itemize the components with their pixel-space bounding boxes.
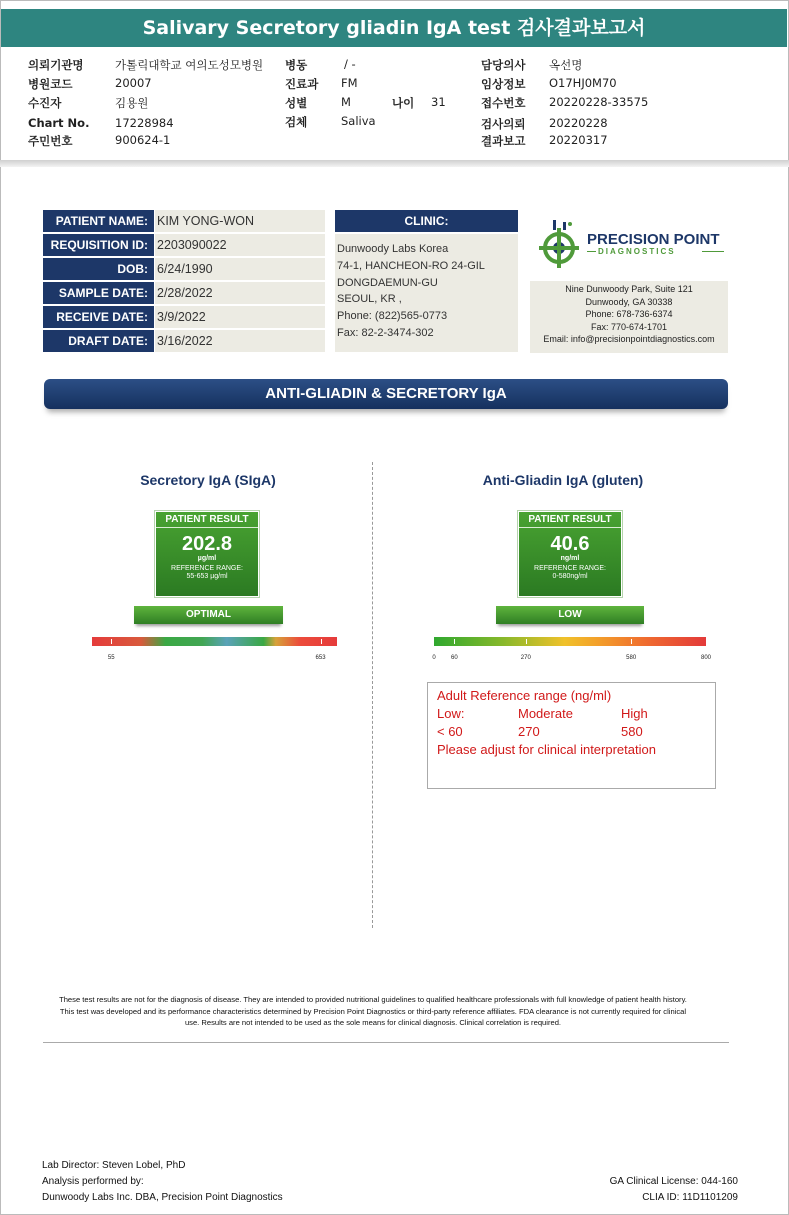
gliadin-result-head: PATIENT RESULT [519, 512, 621, 528]
logo-rule-left [587, 251, 596, 252]
company-name: Dunwoody Labs Inc. DBA, Precision Point Diagnostics [42, 1192, 283, 1203]
receipt-value: 20220228-33575 [549, 95, 649, 109]
specimen-label: 검체 [285, 115, 308, 129]
requisition-value: 2203090022 [155, 234, 325, 256]
ref-title: Adult Reference range (ng/ml) [437, 688, 612, 703]
ward-label: 병동 [285, 58, 308, 72]
clinic-line: SEOUL, KR , [337, 293, 402, 306]
doctor-label: 담당의사 [481, 58, 526, 72]
clinic-address [335, 234, 518, 352]
ref-low-value: < 60 [437, 724, 463, 739]
request-value: 20220228 [549, 116, 608, 130]
footer-rule [43, 1042, 729, 1043]
clinic-line: DONGDAEMUN-GU [337, 276, 438, 289]
logo-rule-right [702, 251, 724, 252]
requisition-label: REQUISITION ID: [43, 234, 154, 256]
gliadin-gauge [434, 637, 706, 646]
siga-result-box [155, 511, 259, 597]
gauge-tick-label: 580 [626, 655, 637, 661]
gauge-tick-label: 270 [520, 655, 531, 661]
lab-line: Dunwoody, GA 30338 [585, 296, 673, 307]
gliadin-status: LOW [496, 606, 644, 624]
lab-line: Email: info@precisionpointdiagnostics.com [543, 334, 715, 344]
chart-label: Chart No. [28, 116, 90, 130]
report-title: Salivary Secretory gliadin IgA test 검사결과보고서 [1, 9, 787, 47]
draft-date-row [43, 330, 325, 352]
sample-date-row [43, 282, 325, 304]
patient-name-row [43, 210, 325, 232]
requisition-row [43, 234, 325, 256]
clinic-line: 74-1, HANCHEON-RO 24-GIL [337, 259, 485, 272]
clinic-line: Dunwoody Labs Korea [337, 243, 449, 255]
analysis-performed: Analysis performed by: [42, 1176, 144, 1187]
receive-date-value: 3/9/2022 [155, 306, 325, 328]
gauge-tick-label: 0 [432, 655, 436, 661]
hospital-code-value: 20007 [115, 76, 152, 90]
chart-value: 17228984 [115, 116, 174, 130]
specimen-value: Saliva [341, 114, 376, 128]
gauge-tick-label: 800 [700, 655, 712, 661]
clinical-value: O17HJ0M70 [549, 76, 617, 90]
lab-line: Phone: 678-736-6374 [585, 309, 673, 319]
ref-high-label: High [621, 706, 648, 721]
ref-row-values [437, 724, 715, 742]
clinical-label: 임상정보 [481, 77, 526, 91]
siga-result-head: PATIENT RESULT [156, 512, 258, 528]
ref-moderate-label: Moderate [518, 706, 573, 721]
request-label: 검사의뢰 [481, 117, 526, 131]
clinic-line: Phone: (822)565-0773 [337, 310, 448, 323]
gauge-tick [631, 639, 632, 644]
lab-name: PRECISION POINT [587, 231, 720, 248]
gauge-tick [321, 639, 322, 644]
clinic-heading: CLINIC: [335, 210, 518, 232]
gauge-tick [454, 639, 455, 644]
precision-point-logo-icon [536, 218, 582, 272]
dept-label: 진료과 [285, 77, 319, 91]
sex-value: M [341, 95, 351, 109]
siga-result-value: 202.8 [181, 533, 233, 555]
sex-label: 성별 [285, 96, 308, 110]
patient-name-value: KIM YONG-WON [155, 210, 325, 232]
dob-row [43, 258, 325, 280]
resident-label: 주민번호 [28, 134, 73, 148]
ward-value: / - [344, 57, 356, 71]
ref-moderate-value: 270 [518, 724, 540, 739]
gliadin-result-unit: ng/ml [560, 555, 580, 562]
report-label: 결과보고 [481, 134, 526, 148]
age-label: 나이 [392, 96, 415, 110]
age-value: 31 [431, 95, 446, 109]
gauge-tick-label: 653 [315, 655, 326, 661]
receipt-label: 접수번호 [481, 96, 526, 110]
draft-date-label: DRAFT DATE: [43, 330, 154, 352]
ref-note: Please adjust for clinical interpretation [437, 742, 656, 757]
disclaimer: These test results are not for the diagnosis of disease. They are intended to provided nutritional guidelines to qualified healthcare professionals with full knowledge of patient health history. This test was developed and its performance characteristics determined by Precision Point Diagnostics or third-party reference affiliates. FDA clearance is not currently required for clinical use. Results are not intended to be used as the sole means for clinical diagnosis. Clinical correlation is required. [59, 995, 687, 1027]
report-value: 20220317 [549, 133, 608, 147]
gauge-tick-label: 55 [107, 655, 115, 661]
siga-title: Secretory IgA (SIgA) [140, 472, 276, 488]
ref-low-label: Low: [437, 706, 465, 721]
patient-value: 김용원 [115, 96, 149, 110]
column-divider [372, 462, 373, 928]
resident-value: 900624-1 [115, 133, 171, 147]
lab-line: Nine Dunwoody Park, Suite 121 [565, 284, 693, 294]
gliadin-title: Anti-Gliadin IgA (gluten) [482, 472, 644, 488]
lab-line: Fax: 770-674-1701 [590, 321, 668, 332]
receive-date-label: RECEIVE DATE: [43, 306, 154, 328]
institution-label: 의뢰기관명 [28, 58, 84, 72]
siga-ref-range: 55-653 µg/ml [186, 573, 228, 580]
header-separator [0, 160, 789, 167]
reference-range-box [427, 682, 716, 789]
dob-value: 6/24/1990 [155, 258, 325, 280]
gauge-tick [526, 639, 527, 644]
gauge-tick-label: 60 [451, 655, 458, 661]
siga-ref-label: REFERENCE RANGE: [171, 565, 243, 572]
siga-status: OPTIMAL [134, 606, 283, 624]
draft-date-value: 3/16/2022 [155, 330, 325, 352]
lab-director: Lab Director: Steven Lobel, PhD [42, 1160, 186, 1171]
siga-gauge [92, 637, 337, 646]
gliadin-result-box [518, 511, 622, 597]
patient-label: 수진자 [28, 96, 62, 110]
section-banner: ANTI-GLIADIN & SECRETORY IgA [44, 379, 728, 409]
doctor-value: 옥선명 [549, 58, 583, 72]
lab-contact [530, 281, 728, 353]
dob-label: DOB: [43, 258, 154, 280]
gauge-tick [111, 639, 112, 644]
gliadin-ref-range: 0-580ng/ml [552, 573, 588, 580]
siga-result-unit: µg/ml [197, 555, 217, 562]
clinical-license: GA Clinical License: 044-160 [609, 1176, 738, 1187]
sample-date-value: 2/28/2022 [155, 282, 325, 304]
institution-value: 가톨릭대학교 여의도성모병원 [115, 58, 264, 72]
sample-date-label: SAMPLE DATE: [43, 282, 154, 304]
ref-row-labels [437, 706, 715, 724]
patient-name-label: PATIENT NAME: [43, 210, 154, 232]
receive-date-row [43, 306, 325, 328]
gliadin-ref-label: REFERENCE RANGE: [534, 565, 606, 572]
lab-subtitle: DIAGNOSTICS [598, 247, 676, 256]
footer-left [42, 1158, 283, 1206]
dept-value: FM [341, 76, 358, 90]
footer-right [610, 1174, 738, 1206]
gliadin-result-value: 40.6 [550, 533, 590, 555]
hospital-code-label: 병원코드 [28, 77, 73, 91]
clinic-line: Fax: 82-2-3474-302 [337, 326, 434, 339]
clia-id: CLIA ID: 11D1101209 [642, 1192, 738, 1203]
ref-high-value: 580 [621, 724, 643, 739]
